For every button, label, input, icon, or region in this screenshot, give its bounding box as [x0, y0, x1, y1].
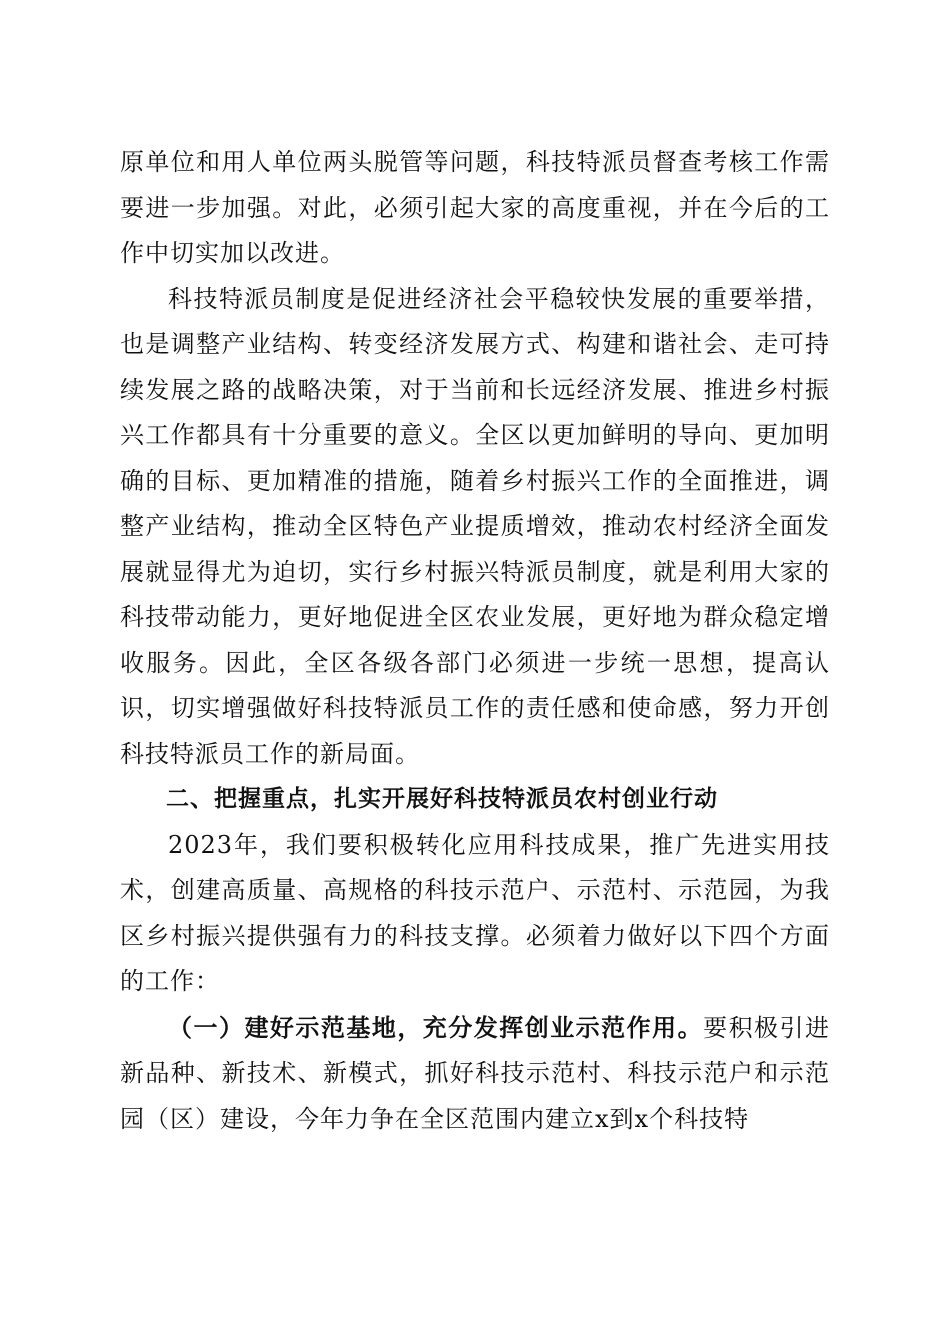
paragraph-tech-commissioner-system: 科技特派员制度是促进经济社会平稳较快发展的重要举措，也是调整产业结构、转变经济发展方式、构建和谐社会、走可持续发展之路的战略决策，对于当前和长远经济发展、推进乡村振兴工作都具有十分重要的意义。全区以更加鲜明的导向、更加明确的目标、更加精准的措施，随着乡村振兴工作的全面推进，调整产业结构，推动全区特色产业提质增效，推动农村经济全面发展就显得尤为迫切，实行乡村振兴特派员制度，就是利用大家的科技带动能力，更好地促进全区农业发展，更好地为群众稳定增收服务。因此，全区各级各部门必须进一步统一思想，提高认识，切实增强做好科技特派员工作的责任感和使命感，努力开创科技特派员工作的新局面。 — [120, 284, 830, 768]
paragraph-2023-goals: 2023年，我们要积极转化应用科技成果，推广先进实用技术，创建高质量、高规格的科技示范户、示范村、示范园，为我区乡村振兴提供强有力的科技支撑。必须着力做好以下四个方面的工作： — [120, 830, 830, 995]
subsection-1-lead: （一）建好示范基地，充分发挥创业示范作用。 — [168, 1012, 704, 1042]
paragraph-continuation: 原单位和用人单位两头脱管等问题，科技特派员督查考核工作需要进一步加强。对此，必须引起大家的高度重视，并在今后的工作中切实加以改进。 — [120, 148, 830, 267]
section-heading-2: 二、把握重点，扎实开展好科技特派员农村创业行动 — [166, 786, 718, 812]
paragraph-subsection-1 — [120, 1005, 830, 1143]
document-body — [120, 140, 830, 1142]
subsection-1-text: 要积极引进新品种、新技术、新模式，抓好科技示范村、科技示范户和示范园（区）建设，今年力争在全区范围内建立x到x个科技特 — [120, 1013, 831, 1133]
